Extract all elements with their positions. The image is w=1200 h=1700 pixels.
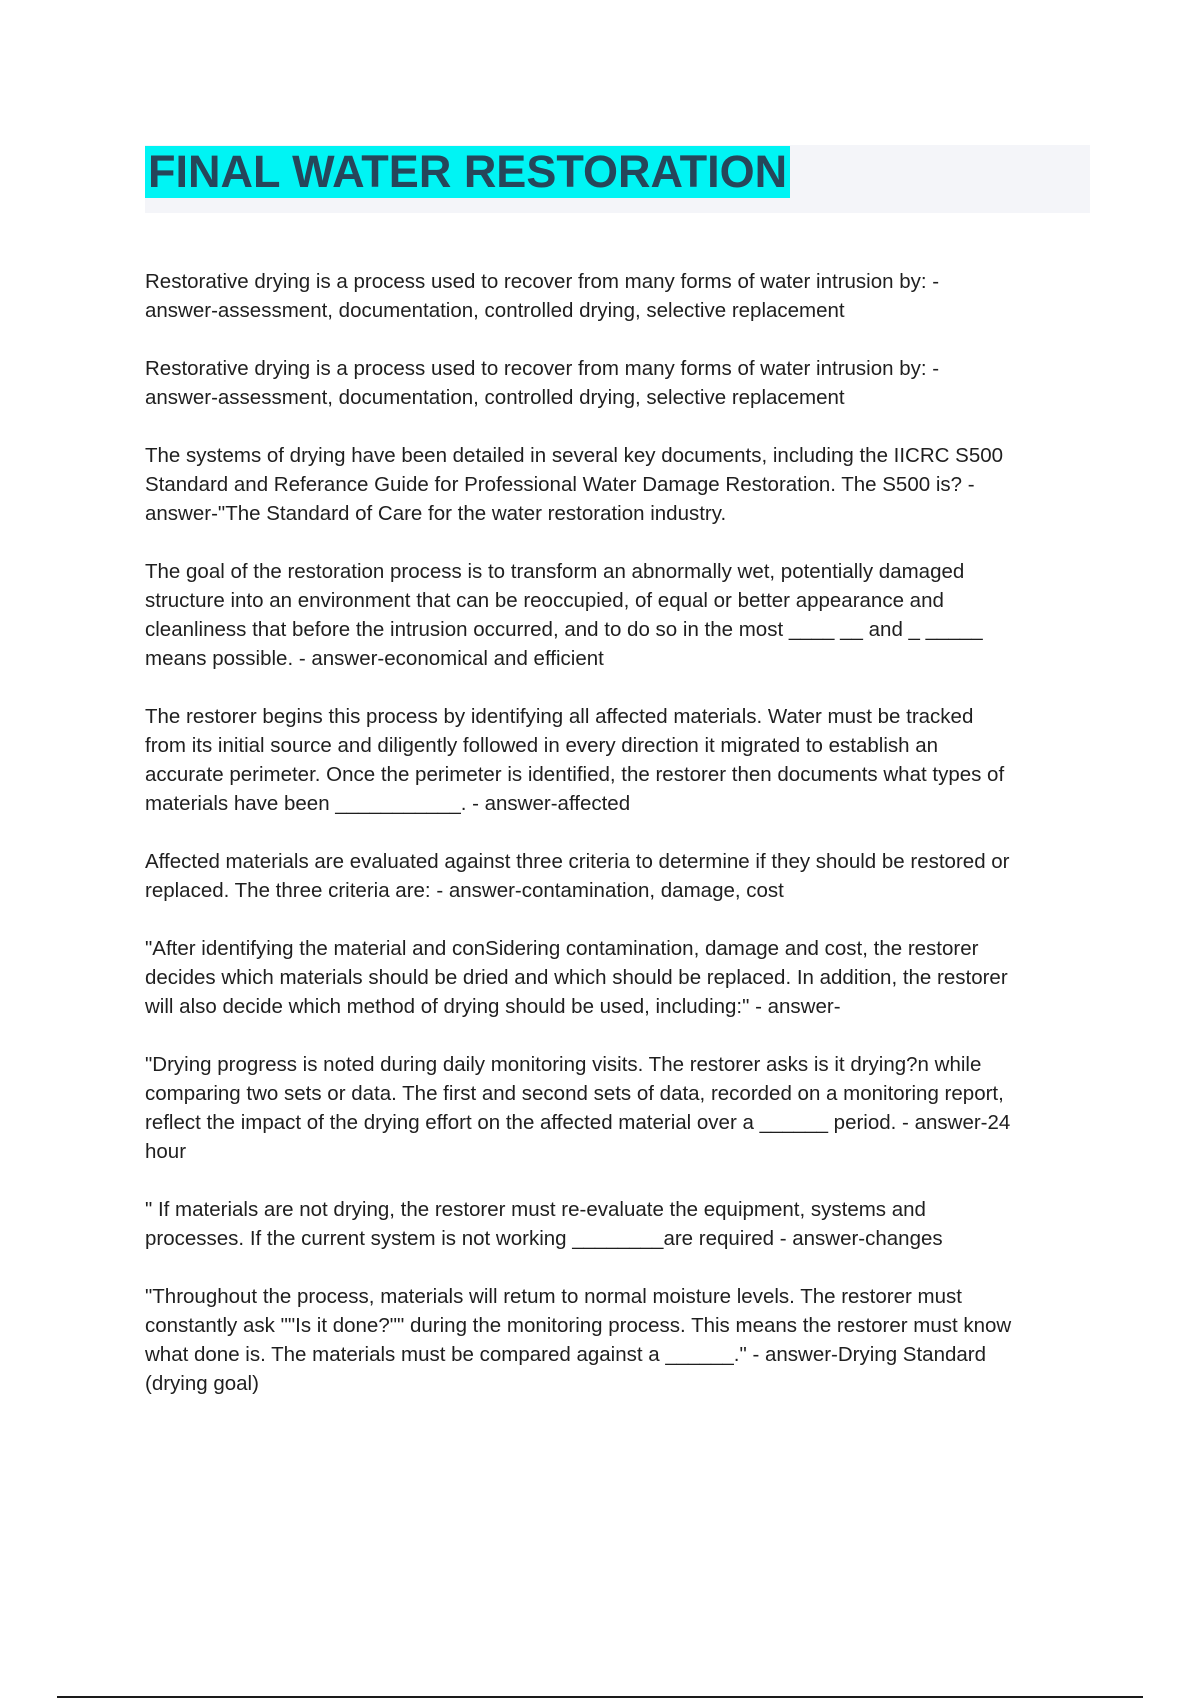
qa-item-1: Restorative drying is a process used to recover from many forms of water intrusion by: - answer-assessment, documentation, controlled drying, selective replacement: [145, 270, 940, 322]
qa-item-7: "After identifying the material and conSidering contamination, damage and cost, the restorer decides which materials should be dried and which should be replaced. In addition, the restorer will also decide which method of drying should be used, including:" - answer-: [145, 937, 1008, 1018]
qa-item-10: "Throughout the process, materials will retum to normal moisture levels. The restorer must constantly ask ""Is it done?"" during the monitoring process. This means the restorer must know what done is. The materials must be compared against a ______." - answer-Drying Standard (drying goal): [145, 1285, 1012, 1395]
qa-list: [145, 267, 1090, 1427]
qa-item-3: The systems of drying have been detailed in several key documents, including the IICRC S500 Standard and Referance Guide for Professional Water Damage Restoration. The S500 is? - answer-"The Standard of Care for the water restoration industry.: [145, 444, 1004, 525]
qa-item-8: "Drying progress is noted during daily monitoring visits. The restorer asks is it drying?n while comparing two sets or data. The first and second sets of data, recorded on a monitoring report, reflect the impact of the drying effort on the affected material over a ______ period. - answer-24 hour: [145, 1053, 1011, 1163]
qa-item-9: " If materials are not drying, the restorer must re-evaluate the equipment, systems and processes. If the current system is not working ________are required - answer-changes: [145, 1198, 943, 1250]
bottom-divider: [57, 1696, 1143, 1698]
qa-item-5: The restorer begins this process by identifying all affected materials. Water must be tracked from its initial source and diligently followed in every direction it migrated to establish an accurate perimeter. Once the perimeter is identified, the restorer then documents what types of materials have been ___________. - answer-affected: [145, 705, 1005, 815]
qa-item-4: The goal of the restoration process is to transform an abnormally wet, potentially damaged structure into an environment that can be reoccupied, of equal or better appearance and cleanliness that before the intrusion occurred, and to do so in the most ____ __ and _ _____ means possible. - answer-economical and efficient: [145, 560, 983, 670]
qa-item-2: Restorative drying is a process used to recover from many forms of water intrusion by: - answer-assessment, documentation, controlled drying, selective replacement: [145, 357, 940, 409]
document-title: FINAL WATER RESTORATION: [145, 146, 790, 198]
qa-item-6: Affected materials are evaluated against three criteria to determine if they should be restored or replaced. The three criteria are: - answer-contamination, damage, cost: [145, 850, 1010, 902]
